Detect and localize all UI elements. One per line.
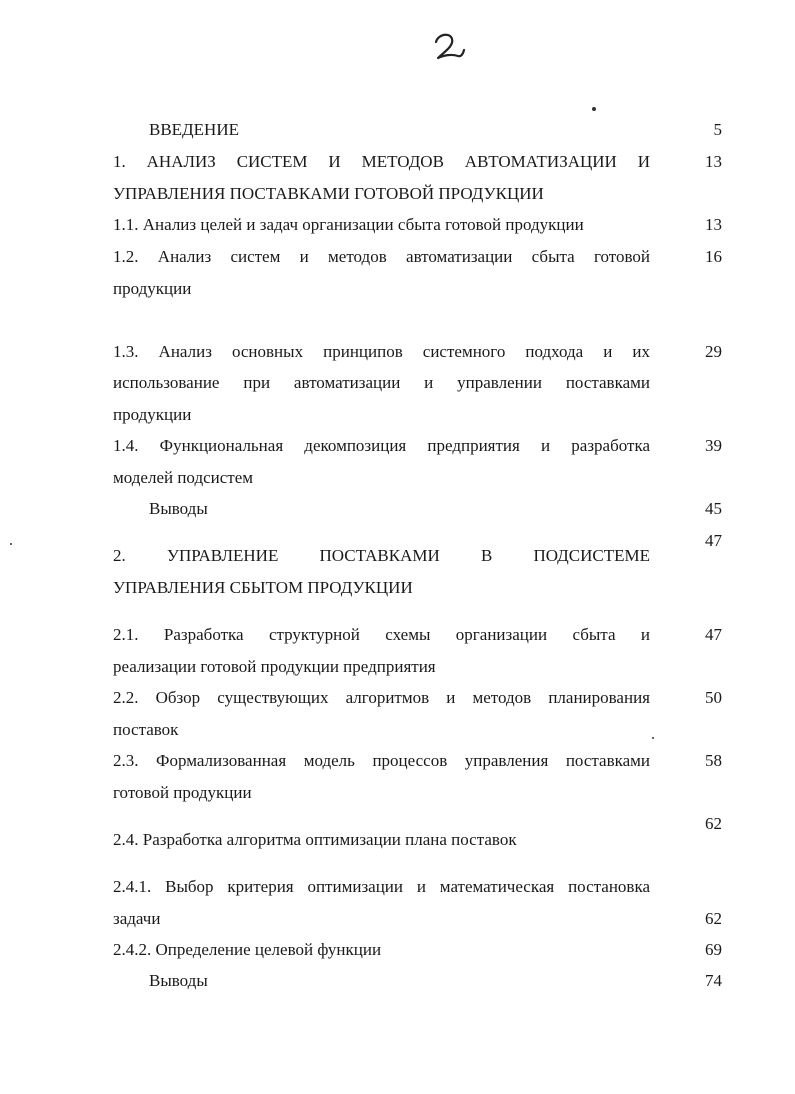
- toc-entry-title-line: УПРАВЛЕНИЯ СБЫТОМ ПРОДУКЦИИ: [113, 578, 413, 597]
- toc-entry-page-number: 74: [705, 971, 722, 990]
- toc-entry-page-number: 62: [705, 814, 722, 833]
- toc-entry-title-line: 2.1. Разработка структурной схемы организации сбыта и: [113, 625, 650, 644]
- toc-entry-title-line: использование при автоматизации и управлении поставками: [113, 373, 650, 392]
- toc-entry-page-number: 58: [705, 751, 722, 770]
- toc-entry-title-line: Выводы: [149, 499, 208, 518]
- toc-entry-title-line: моделей подсистем: [113, 468, 254, 487]
- toc-entry-title-line: 1.1. Анализ целей и задач организации сбыта готовой продукции: [113, 215, 584, 234]
- toc-entry-title-line: 1.3. Анализ основных принципов системного подхода и их: [113, 342, 650, 361]
- toc-entry-title-line: 1.4. Функциональная декомпозиция предприятия и разработка: [113, 436, 650, 455]
- toc-entry-page-number: 69: [705, 940, 722, 959]
- toc-entry-title-line: готовой продукции: [113, 783, 252, 802]
- toc-entry-title-line: 1. АНАЛИЗ СИСТЕМ И МЕТОДОВ АВТОМАТИЗАЦИИ И: [113, 152, 650, 171]
- scan-speck: [10, 543, 12, 545]
- toc-entry-title-line: продукции: [113, 279, 192, 298]
- toc-entry-title-line: 2.4.2. Определение целевой функции: [113, 940, 382, 959]
- toc-entry-title-line: 2.4.1. Выбор критерия оптимизации и математическая постановка: [113, 877, 650, 896]
- toc-entry-title-line: реализации готовой продукции предприятия: [113, 657, 436, 676]
- handwritten-page-number: [430, 28, 470, 68]
- toc-entry-page-number: 13: [705, 152, 722, 171]
- scan-speck: [652, 737, 654, 739]
- toc-entry-title-line: 2.2. Обзор существующих алгоритмов и методов планирования: [113, 688, 650, 707]
- toc-entry-page-number: 47: [705, 625, 722, 644]
- toc-entry-page-number: 16: [705, 247, 722, 266]
- toc-entry-page-number: 13: [705, 215, 722, 234]
- scan-speck: [592, 107, 596, 111]
- toc-entry-page-number: 45: [705, 499, 722, 518]
- toc-entry-title-line: 1.2. Анализ систем и методов автоматизации сбыта готовой: [113, 247, 650, 266]
- toc-entry-title-line: поставок: [113, 720, 179, 739]
- toc-entry-title-line: ВВЕДЕНИЕ: [149, 120, 239, 139]
- toc-entry-page-number: 5: [713, 120, 722, 139]
- toc-entry-page-number: 29: [705, 342, 722, 361]
- toc-entry-page-number: 50: [705, 688, 722, 707]
- toc-entry-page-number: 62: [705, 909, 722, 928]
- toc-entry-title-line: 2.3. Формализованная модель процессов управления поставками: [113, 751, 650, 770]
- toc-entry-title-line: Выводы: [149, 971, 208, 990]
- toc-entry-title-line: 2. УПРАВЛЕНИЕ ПОСТАВКАМИ В ПОДСИСТЕМЕ: [113, 546, 650, 565]
- toc-entry-page-number: 39: [705, 436, 722, 455]
- handwritten-page-number-glyph: [430, 28, 470, 68]
- toc-entry-title-line: продукции: [113, 405, 192, 424]
- toc-entry-title-line: задачи: [113, 909, 161, 928]
- toc-entry-title-line: УПРАВЛЕНИЯ ПОСТАВКАМИ ГОТОВОЙ ПРОДУКЦИИ: [113, 184, 544, 203]
- toc-entry-title-line: 2.4. Разработка алгоритма оптимизации плана поставок: [113, 830, 517, 849]
- toc-entry-page-number: 47: [705, 531, 722, 550]
